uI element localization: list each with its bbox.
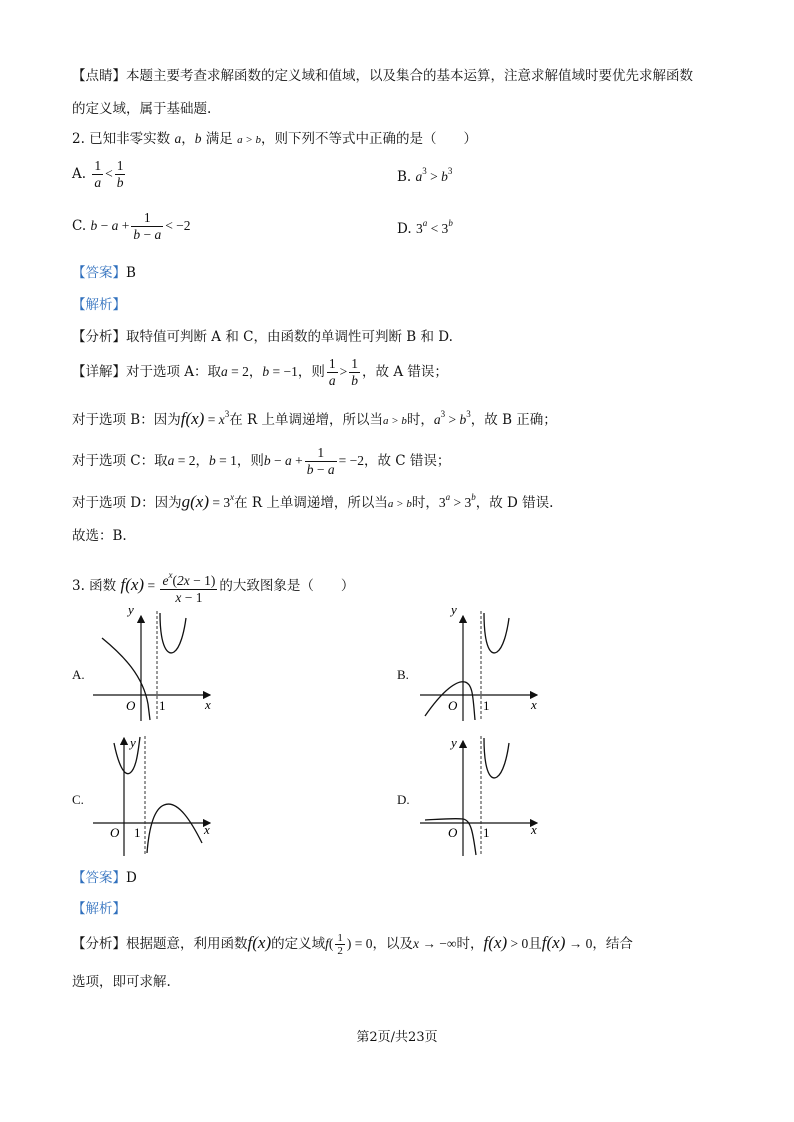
q2-stem-part-a: 2. 已知非零实数 — [72, 131, 171, 147]
q2-option-d-label: D. — [397, 221, 412, 237]
q2-choose — [72, 526, 127, 546]
q2-fenxi-tag: 【分析】 — [72, 329, 126, 345]
q3-fenxi-5: 且 — [528, 936, 542, 952]
page-footer: 第2页/共23页 — [356, 1030, 438, 1045]
graph-c-tick-one: 1 — [134, 825, 141, 840]
graph-a-x-label: x — [205, 697, 211, 712]
graph-d-x-label: x — [531, 822, 537, 837]
q3-graph-c — [88, 733, 218, 858]
q2-stem: 2. 已知非零实数 a，b 满足 a > b，则下列不等式中正确的是（ ） — [72, 131, 477, 147]
graph-d-origin: O — [448, 825, 458, 840]
q2-analysis-tag: 【解析】 — [72, 297, 126, 313]
graph-d-tick-one: 1 — [483, 825, 490, 840]
q2-detail-c-3: ，故 C 错误； — [363, 453, 451, 469]
q2-detail-b-2: 在 R 上单调递增，所以当 — [229, 412, 383, 428]
graph-b-tick-one: 1 — [483, 698, 490, 713]
q2-detail-d-1: 对于选项 D：因为 — [72, 495, 182, 511]
q2-fenxi-text: 取特值可判断 A 和 C，由函数的单调性可判断 B 和 D. — [126, 329, 453, 345]
q2-analysis-heading — [72, 295, 126, 315]
note-text-1: 本题主要考查求解函数的定义域和值域，以及集合的基本运算，注意求解值域时要优先求解函数 — [126, 68, 693, 84]
q2-stem-part-b: 满足 — [205, 131, 233, 147]
q2-detail-d-2: 在 R 上单调递增，所以当 — [234, 495, 388, 511]
q3-graph-b — [415, 602, 545, 723]
q2-stem-part-c: ，则下列不等式中正确的是（ ） — [261, 131, 477, 147]
note-text-2: 的定义域，属于基础题. — [72, 101, 212, 117]
q2-detail-tag: 【详解】 — [72, 364, 126, 380]
q2-choose-text: 故选：B. — [72, 528, 127, 544]
q2-option-b-label: B. — [397, 169, 412, 185]
q2-detail-b: 对于选项 B：因为$f(x) = x^3$在 R 上单调递增，所以当a > b时，$a^3 > b^3$，故 B 正确； — [72, 409, 557, 428]
q2-answer — [72, 263, 136, 283]
q2-answer-value: B — [126, 265, 136, 281]
q3-option-c-label: C. — [72, 792, 84, 807]
q2-detail-b-3: 时， — [406, 412, 434, 428]
q2-detail-a-1: 对于选项 A：取 — [126, 364, 222, 380]
q3-fenxi-1: 根据题意，利用函数 — [126, 936, 248, 952]
q3-fenxi-line-2-text: 选项，即可求解. — [72, 974, 171, 990]
q2-option-a-label: A. — [72, 166, 87, 182]
q2-detail-c-2: ，则 — [236, 453, 264, 469]
q3-fenxi-line-2 — [72, 972, 171, 992]
q2-option-c-label: C. — [72, 218, 87, 234]
q3-fenxi-tag: 【分析】 — [72, 936, 126, 952]
q3-stem: 3. 函数 f(x) = $\frac{e^x(2x - 1)}{x - 1}$ 的大致图象是（ ） — [72, 567, 354, 606]
q3-option-d-label: D. — [397, 792, 410, 807]
q3-fenxi-3: ，以及 — [372, 936, 413, 952]
q2-detail-b-1: 对于选项 B：因为 — [72, 412, 181, 428]
q3-graph-d — [415, 733, 545, 858]
q3-stem-part-b: 的大致图象是（ ） — [219, 578, 355, 594]
q3-analysis-heading — [72, 899, 126, 919]
note-line-2 — [72, 99, 211, 119]
q3-answer-value: D — [126, 870, 137, 886]
q3-option-a-label: A. — [72, 667, 85, 682]
graph-a-tick-one: 1 — [159, 698, 166, 713]
q2-option-c: C. b − a + $\frac{1}{b - a}$ < −2 — [72, 210, 191, 242]
graph-a-origin: O — [126, 698, 136, 713]
q3-analysis-tag: 【解析】 — [72, 901, 126, 917]
q2-option-b: B. $a^3 > b^3$ — [397, 166, 453, 185]
q3-answer — [72, 868, 137, 888]
q2-detail-c-1: 对于选项 C：取 — [72, 453, 168, 469]
q2-detail-a-3: ，故 A 错误； — [362, 364, 448, 380]
q2-detail-c: 对于选项 C：取a = 2，b = 1，则b − a + $\frac{1}{b - a}$ = −2，故 C 错误； — [72, 445, 451, 477]
q2-fenxi — [72, 327, 453, 347]
graph-b-origin: O — [448, 698, 458, 713]
graph-a-y-label: y — [128, 602, 134, 617]
graph-d-y-label: y — [451, 735, 457, 750]
graph-c-y-label: y — [130, 735, 136, 750]
note-tag: 【点睛】 — [72, 68, 126, 84]
graph-c-origin: O — [110, 825, 120, 840]
q2-option-a: A. $\frac{1}{a}$ < $\frac{1}{b}$ — [72, 158, 124, 190]
q3-fenxi-line-1: 【分析】根据题意，利用函数f(x)的定义域f( $\frac{1}{2}$ ) = 0，以及x → −∞时，f(x) > 0且f(x) → 0，结合 — [72, 932, 633, 957]
q2-option-d: D. $3^a < 3^b$ — [397, 218, 453, 237]
q3-answer-tag: 【答案】 — [72, 870, 126, 886]
graph-b-y-label: y — [451, 602, 457, 617]
q3-fenxi-2: 的定义域 — [271, 936, 326, 952]
q3-fenxi-4: 时， — [456, 936, 484, 952]
q3-stem-part-a: 3. 函数 — [72, 578, 117, 594]
graph-b-x-label: x — [531, 697, 537, 712]
note-line-1 — [72, 66, 693, 86]
graph-c-x-label: x — [204, 822, 210, 837]
q3-option-b-label: B. — [397, 667, 409, 682]
q2-answer-tag: 【答案】 — [72, 265, 126, 281]
q2-detail-d-4: ，故 D 错误. — [475, 495, 554, 511]
q2-detail-a-2: ，则 — [297, 364, 325, 380]
q2-detail-b-4: ，故 B 正确； — [470, 412, 557, 428]
q3-fenxi-6: ，结合 — [592, 936, 633, 952]
q3-graph-a — [88, 602, 218, 723]
q2-detail-a: 【详解】对于选项 A：取a = 2，b = −1，则 $\frac{1}{a}$ > $\frac{1}{b}$ ，故 A 错误； — [72, 356, 448, 388]
q2-detail-d-3: 时， — [411, 495, 439, 511]
q2-detail-d: 对于选项 D：因为$g(x) = 3^x$在 R 上单调递增，所以当a > b时，$3^a > 3^b$，故 D 错误. — [72, 492, 554, 511]
